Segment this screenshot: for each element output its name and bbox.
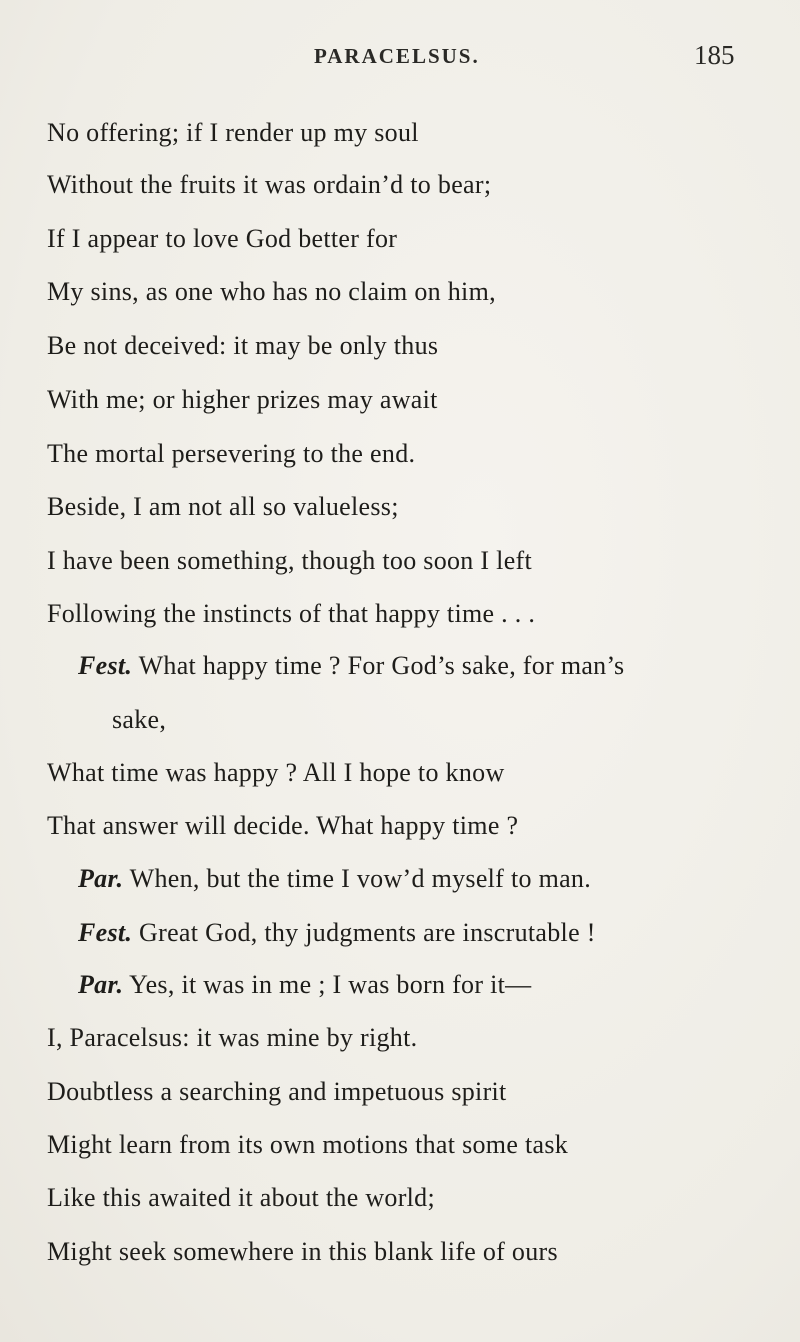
verse-line: Following the instincts of that happy time . . . [47, 599, 536, 628]
verse-line: Might learn from its own motions that some task [47, 1130, 569, 1159]
verse-line: Like this awaited it about the world; [47, 1183, 436, 1212]
dialogue-line [78, 653, 624, 679]
verse-line: That answer will decide. What happy time ? [47, 811, 519, 840]
speaker-name: Par. [78, 970, 124, 999]
dialogue-text: Yes, it was in me ; I was born for it— [129, 970, 532, 999]
speaker-name: Par. [78, 864, 124, 893]
speaker-name: Fest. [78, 918, 133, 947]
dialogue-text: Great God, thy judgments are inscrutable ! [139, 918, 596, 947]
dialogue-text: When, but the time I vow’d myself to man. [129, 864, 592, 893]
verse-line: Might seek somewhere in this blank life of ours [47, 1237, 558, 1266]
dialogue-line [78, 866, 591, 892]
verse-line: My sins, as one who has no claim on him, [47, 277, 496, 306]
verse-line: Be not deceived: it may be only thus [47, 331, 439, 360]
dialogue-line [78, 920, 596, 946]
running-title: PARACELSUS. [314, 44, 480, 68]
verse-line: If I appear to love God better for [47, 224, 398, 253]
verse-line: sake, [112, 705, 167, 734]
verse-line: With me; or higher prizes may await [47, 385, 438, 414]
verse-line: Beside, I am not all so valueless; [47, 492, 399, 521]
dialogue-line [78, 972, 531, 998]
verse-line: No offering; if I render up my soul [47, 118, 419, 147]
dialogue-text: What happy time ? For God’s sake, for man’s [138, 651, 625, 680]
speaker-name: Fest. [78, 651, 133, 680]
verse-line: Without the fruits it was ordain’d to bear; [47, 170, 492, 199]
verse-line: I have been something, though too soon I left [47, 546, 533, 575]
verse-line: Doubtless a searching and impetuous spirit [47, 1077, 507, 1106]
verse-line: I, Paracelsus: it was mine by right. [47, 1023, 418, 1052]
page-number: 185 [694, 40, 735, 70]
verse-line: The mortal persevering to the end. [47, 439, 416, 468]
verse-line: What time was happy ? All I hope to know [47, 758, 505, 787]
